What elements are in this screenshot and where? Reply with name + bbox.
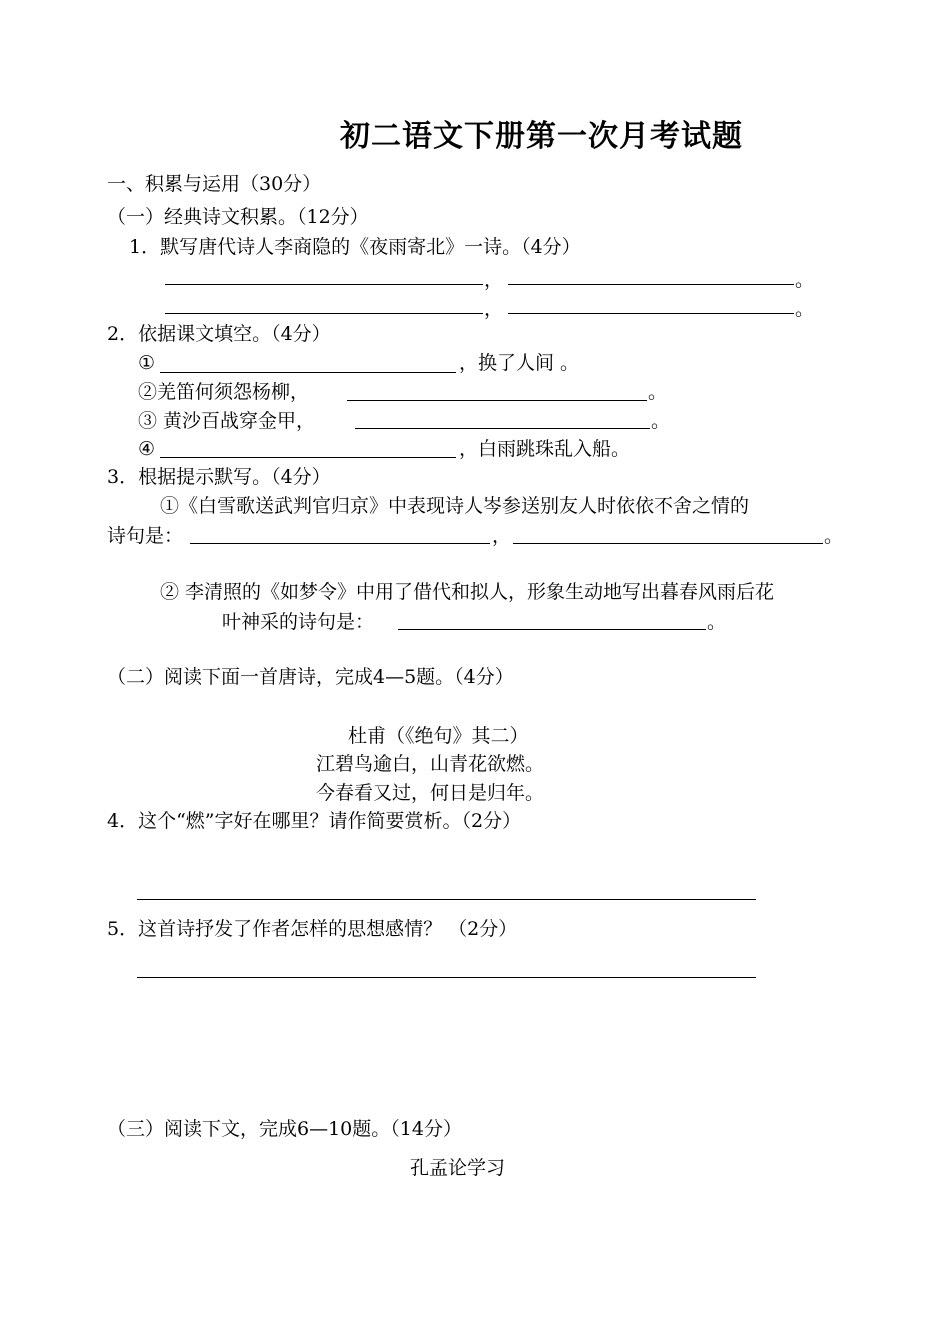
answer-blank[interactable] <box>398 629 706 630</box>
verse-text: ②羌笛何须怨杨柳， <box>138 381 310 403</box>
part-heading: （一）经典诗文积累。（12分） <box>107 206 369 228</box>
answer-blank[interactable] <box>508 284 794 285</box>
punctuation: 。 <box>648 381 668 403</box>
question-5: 5．这首诗抒发了作者怎样的思想感情？ （2分） <box>107 918 518 940</box>
punctuation: ， <box>492 525 512 547</box>
answer-blank[interactable] <box>190 543 490 544</box>
punctuation: 。 <box>651 410 671 432</box>
punctuation: 。 <box>707 611 727 633</box>
question-3: 3．根据提示默写。（4分） <box>107 466 331 488</box>
article-title: 孔孟论学习 <box>410 1157 506 1179</box>
question-4: 4．这个“燃”字好在哪里？请作简要赏析。（2分） <box>107 810 522 832</box>
answer-blank[interactable] <box>137 899 756 900</box>
punctuation: 。 <box>795 269 815 291</box>
item-number: ① <box>138 352 156 374</box>
part-heading: （三）阅读下文，完成6—10题。（14分） <box>107 1118 462 1140</box>
answer-blank[interactable] <box>355 428 650 429</box>
question-2: 2．依据课文填空。（4分） <box>107 323 331 345</box>
item-number: ④ <box>138 438 156 460</box>
punctuation: ， <box>484 298 504 320</box>
answer-blank[interactable] <box>508 313 794 314</box>
section-heading: 一、积累与运用（30分） <box>107 173 322 195</box>
question-1: 1．默写唐代诗人李商隐的《夜雨寄北》一诗。（4分） <box>129 236 581 258</box>
verse-text: ③ 黄沙百战穿金甲， <box>138 410 316 432</box>
question-text: ② 李清照的《如梦令》中用了借代和拟人，形象生动地写出暮春风雨后花 <box>160 581 775 603</box>
page-title: 初二语文下册第一次月考试题 <box>340 119 743 154</box>
verse-text: ，换了人间 。 <box>459 352 580 374</box>
part-heading: （二）阅读下面一首唐诗，完成4—5题。（4分） <box>107 666 514 688</box>
answer-blank[interactable] <box>137 977 756 978</box>
answer-blank[interactable] <box>165 284 483 285</box>
answer-blank[interactable] <box>160 457 456 458</box>
poem-line: 今春看又过，何日是归年。 <box>316 782 545 804</box>
poem-title: 杜甫（《绝句》其二） <box>348 725 529 747</box>
punctuation: 。 <box>795 298 815 320</box>
answer-blank[interactable] <box>165 313 483 314</box>
question-text: ①《白雪歌送武判官归京》中表现诗人岑参送别友人时依依不舍之情的 <box>160 495 750 517</box>
poem-line: 江碧鸟逾白，山青花欲燃。 <box>316 753 545 775</box>
punctuation: 。 <box>824 525 844 547</box>
verse-text: ，白雨跳珠乱入船。 <box>459 438 631 460</box>
answer-blank[interactable] <box>513 543 823 544</box>
punctuation: ， <box>484 269 504 291</box>
answer-blank[interactable] <box>347 400 647 401</box>
question-text: 叶神采的诗句是： <box>222 611 375 633</box>
answer-blank[interactable] <box>160 372 456 373</box>
question-text: 诗句是： <box>107 525 184 547</box>
